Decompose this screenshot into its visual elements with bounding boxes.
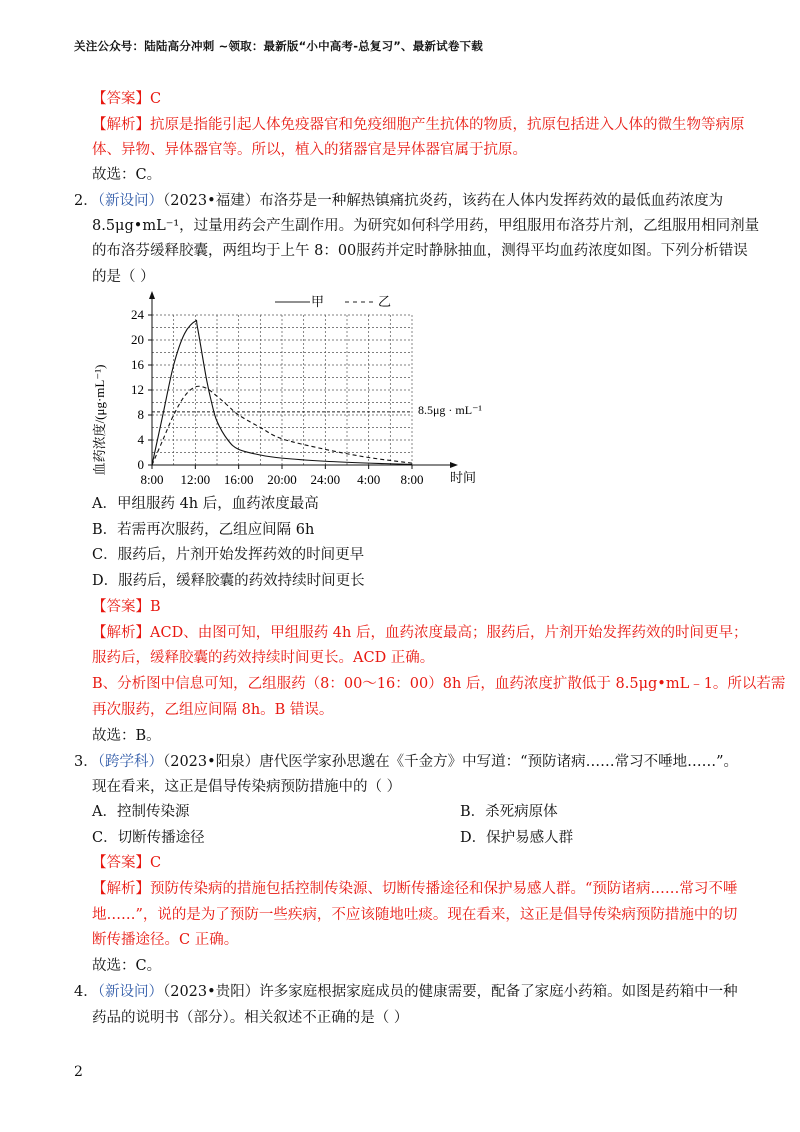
q2-analysis-line: 服药后，缓释胶囊的药效持续时间更长。ACD 正确。	[92, 650, 435, 666]
y-tick-label: 0	[137, 457, 144, 472]
q3-tag: （跨学科）	[97, 754, 163, 770]
x-tick-label: 12:00	[180, 472, 211, 487]
q2-tag: （新设问）	[97, 193, 163, 209]
y-tick-label: 20	[131, 332, 144, 347]
q1-analysis-line: 【解析】抗原是指能引起人体免疫器官和免疫细胞产生抗体的物质，抗原包括进入人体的微生物等病原	[92, 117, 745, 133]
x-tick-label: 20:00	[267, 472, 297, 487]
y-tick-label: 24	[131, 307, 144, 322]
q4-number: 4．	[74, 984, 98, 1000]
q3-option-b: B．杀死病原体	[460, 804, 558, 820]
q3-number: 3．	[74, 754, 98, 770]
q3-analysis-line: 地……”，说的是为了预防一些疾病，不应该随地吐痰。现在看来，这正是倡导传染病预防措施中的切	[92, 907, 738, 923]
chart-legend	[275, 294, 391, 309]
q2-stem-line: 的布洛芬缓释胶囊，两组均于上午 8：00服药并定时静脉抽血，测得平均血药浓度如图。下列分析错误	[92, 243, 748, 259]
q2-analysis-line: 再次服药，乙组应间隔 8h。B 错误。	[92, 702, 334, 718]
q2-option-a: A．甲组服药 4h 后，血药浓度最高	[92, 496, 319, 512]
q3-analysis-line: 【解析】预防传染病的措施包括控制传染源、切断传播途径和保护易感人群。“预防诸病……常习不唾	[92, 881, 738, 897]
q3-option-a: A．控制传染源	[92, 804, 190, 820]
q4-stem-line: 药品的说明书（部分）。相关叙述不正确的是（ ）	[92, 1010, 409, 1026]
q4-tag: （新设问）	[97, 984, 163, 1000]
q1-answer: 【答案】C	[92, 91, 162, 107]
q3-stem-line	[74, 752, 738, 772]
y-tick-label: 4	[137, 432, 144, 447]
q2-number: 2．	[74, 193, 98, 209]
x-tick-label: 4:00	[357, 472, 381, 487]
chart-ylabel: 血药浓度/(μg·mL⁻¹)	[92, 364, 107, 476]
series-line-yi	[152, 386, 412, 465]
q2-text: （2023•福建）布洛芬是一种解热镇痛抗炎药，该药在人体内发挥药效的最低血药浓度为	[162, 193, 724, 209]
q3-option-d: D．保护易感人群	[460, 830, 574, 846]
q3-analysis-line: 断传播途径。C 正确。	[92, 932, 239, 948]
x-axis-arrow	[450, 462, 458, 468]
q2-option-c: C．服药后，片剂开始发挥药效的时间更早	[92, 547, 365, 563]
q2-stem-line	[74, 191, 723, 211]
q2-analysis-line: 【解析】ACD、由图可知，甲组服药 4h 后，血药浓度最高；服药后，片剂开始发挥药效的时间更早；	[92, 625, 748, 641]
q3-options-row	[92, 802, 558, 822]
x-tick-label: 8:00	[140, 472, 164, 487]
x-tick-label: 24:00	[310, 472, 341, 487]
q2-analysis-line: B、分析图中信息可知，乙组服药（8：00～16：00）8h 后，血药浓度扩散低于 8.5μg•mL﹣1。所以若需	[92, 676, 786, 692]
y-axis-arrow	[149, 291, 155, 299]
y-tick-label: 8	[137, 407, 144, 422]
q1-conclusion: 故选：C。	[92, 167, 162, 183]
q4-text: （2023•贵阳）许多家庭根据家庭成员的健康需要，配备了家庭小药箱。如图是药箱中一种	[162, 984, 738, 1000]
q1-analysis-line: 体、异物、异体器官等。所以，植入的猪器官是异体器官属于抗原。	[92, 142, 527, 158]
q4-stem-line	[74, 982, 738, 1002]
threshold-label: 8.5μg · mL⁻¹	[418, 403, 483, 417]
chart-ticks	[131, 307, 424, 487]
q2-stem-line: 的是（ ）	[92, 269, 155, 285]
y-tick-label: 16	[131, 357, 144, 372]
legend-label-jia: 甲	[311, 294, 325, 309]
page-number: 2	[74, 1064, 83, 1080]
q3-options-row	[92, 828, 574, 848]
page-header: 关注公众号：陆陆高分冲刺 ~领取：最新版“小中高考-总复习”、最新试卷下载	[74, 39, 483, 53]
x-tick-label: 16:00	[223, 472, 254, 487]
blood-concentration-chart	[88, 290, 508, 490]
x-tick-label: 8:00	[400, 472, 424, 487]
q3-answer: 【答案】C	[92, 855, 162, 871]
q3-option-c: C．切断传播途径	[92, 830, 205, 846]
q2-answer: 【答案】B	[92, 599, 161, 615]
q2-conclusion: 故选：B。	[92, 728, 161, 744]
q3-text: （2023•阳泉）唐代医学家孙思邈在《千金方》中写道：“预防诸病……常习不唾地……”。	[162, 754, 739, 770]
q3-conclusion: 故选：C。	[92, 958, 162, 974]
q3-stem-line: 现在看来，这正是倡导传染病预防措施中的（ ）	[92, 779, 402, 795]
q2-option-b: B．若需再次服药，乙组应间隔 6h	[92, 522, 315, 538]
y-tick-label: 12	[131, 382, 144, 397]
q2-stem-line: 8.5μg•mL⁻¹，过量用药会产生副作用。为研究如何科学用药，甲组服用布洛芬片剂，乙组服用相同剂量	[92, 218, 760, 234]
legend-label-yi: 乙	[378, 294, 392, 309]
q2-option-d: D．服药后，缓释胶囊的药效持续时间更长	[92, 573, 365, 589]
chart-xlabel: 时间	[450, 470, 477, 485]
